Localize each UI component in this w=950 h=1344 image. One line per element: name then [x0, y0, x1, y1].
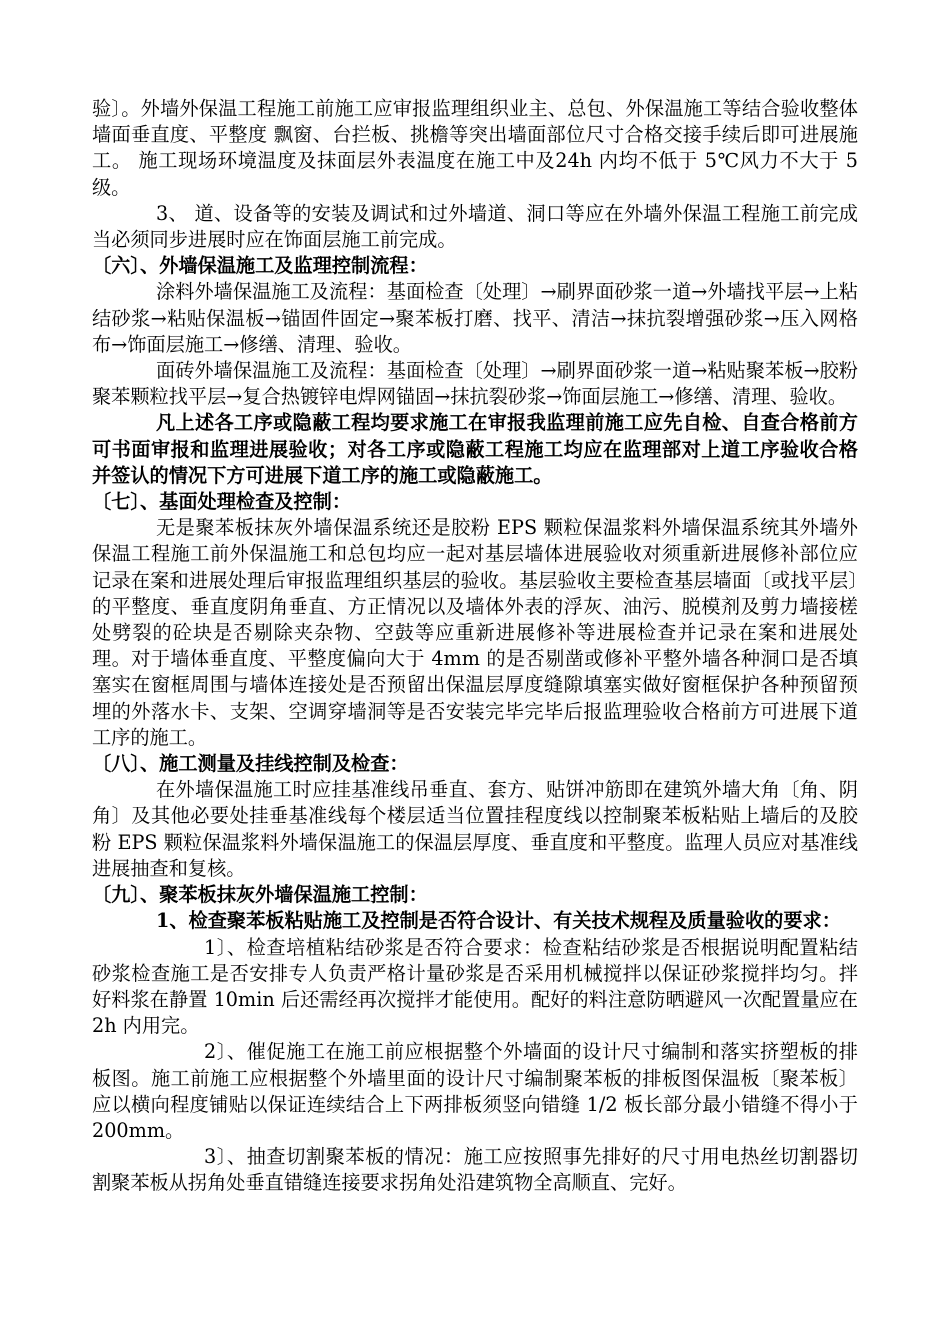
paragraph-measurement: 在外墙保温施工时应挂基准线吊垂直、套方、贴饼冲筋即在建筑外墙大角〔角、阴角〕及其他必要处挂垂基准线每个楼层适当位置挂程度线以控制聚苯板粘贴上墙后的及胶粉 EPS 颗粒保温浆料外墙保温施工的保温层厚度、垂直度和平整度。监理人员应对基准线进展抽查和复核。 [92, 778, 858, 880]
paragraph-pipe-installation: 3、 道、设备等的安装及调试和过外墙道、洞口等应在外墙外保温工程施工前完成当必须同步进展时应在饰面层施工前完成。 [92, 201, 858, 252]
heading-section-8: 〔八〕、施工测量及挂线控制及检查： [92, 752, 409, 776]
paragraph-check-eps-bonding: 1、检查聚苯板粘贴施工及控制是否符合设计、有关技术规程及质量验收的要求： [156, 909, 841, 933]
paragraph-item-3: 3〕、抽查切割聚苯板的情况：施工应按照事先排好的尺寸用电热丝切割器切割聚苯板从拐角处垂直错缝连接要求拐角处沿建筑物全高顺直、完好。 [92, 1145, 858, 1195]
paragraph-coating-process: 涂料外墙保温施工及流程：基面检查〔处理〕→刷界面砂浆一道→外墙找平层→上粘结砂浆→粘贴保温板→锚固件固定→聚苯板打磨、找平、清洁→抹抗裂增强砂浆→压入网格布→饰面层施工→修缮、清理、验收。 [92, 280, 858, 356]
paragraph-site-conditions: 验〕。外墙外保温工程施工前施工应审报监理组织业主、总包、外保温施工等结合验收整体墙面垂直度、平整度 飘窗、台拦板、挑檐等突出墙面部位尺寸合格交接手续后即可进展施工。 施工现场环境温度及抹面层外表温度在施工中及24h 内均不低于 5℃风力不大于 5 级。 [92, 97, 858, 199]
document-page [92, 96, 858, 1197]
paragraph-item-1: 1〕、检查培植粘结砂浆是否符合要求：检查粘结砂浆是否根据说明配置粘结砂浆检查施工是否安排专人负责严格计量砂浆是否采用机械搅拌以保证砂浆搅拌均匀。拌好料浆在静置 10min 后还需经再次搅拌才能使用。配好的料注意防晒避风一次配置量应在 2h 内用完。 [92, 935, 858, 1038]
heading-section-6: 〔六〕、外墙保温施工及监理控制流程： [92, 254, 428, 278]
paragraph-item-2: 2〕、催促施工在施工前应根据整个外墙面的设计尺寸编制和落实挤塑板的排板图。施工前施工应根据整个外墙里面的设计尺寸编制聚苯板的排板图保温板〔聚苯板〕应以横向程度铺贴以保证连续结合上下两排板须竖向错缝 1/2 板长部分最小错缝不得小于 200mm。 [92, 1040, 858, 1142]
paragraph-base-treatment: 无是聚苯板抹灰外墙保温系统还是胶粉 EPS 颗粒保温浆料外墙保温系统其外墙外保温工程施工前外保温施工和总包均应一起对基层墙体进展验收对须重新进展修补部位应记录在案和进展处理后审报监理组织基层的验收。基层验收主要检查基层墙面〔或找平层〕的平整度、垂直度阴角垂直、方正情况以及墙体外表的浮灰、油污、脱模剂及剪力墙接槎处劈裂的砼块是否剔除夹杂物、空鼓等应重新进展修补等进展检查并记录在案和进展处理。对于墙体垂直度、平整度偏向大于 4mm 的是否剔凿或修补平整外墙各种洞口是否填塞实在窗框周围与墙体连接处是否预留出保温层厚度缝隙填塞实做好窗框保护各种预留预埋的外落水卡、支架、空调穿墙洞等是否安装完毕完毕后报监理验收合格前方可进展下道工序的施工。 [92, 516, 858, 749]
heading-section-9: 〔九〕、聚苯板抹灰外墙保温施工控制： [92, 883, 428, 907]
paragraph-tile-process: 面砖外墙保温施工及流程：基面检查〔处理〕→刷界面砂浆一道→粘贴聚苯板→胶粉聚苯颗粒找平层→复合热镀锌电焊网锚固→抹抗裂砂浆→饰面层施工→修缮、清理、验收。 [92, 359, 858, 409]
heading-section-7: 〔七〕、基面处理检查及控制： [92, 490, 352, 514]
paragraph-inspection-rule: 凡上述各工序或隐蔽工程均要求施工在审报我监理前施工应先自检、自查合格前方可书面审报和监理进展验收；对各工序或隐蔽工程施工均应在监理部对上道工序验收合格并签认的情况下方可进展下道工序的施工或隐蔽施工。 [92, 411, 858, 487]
